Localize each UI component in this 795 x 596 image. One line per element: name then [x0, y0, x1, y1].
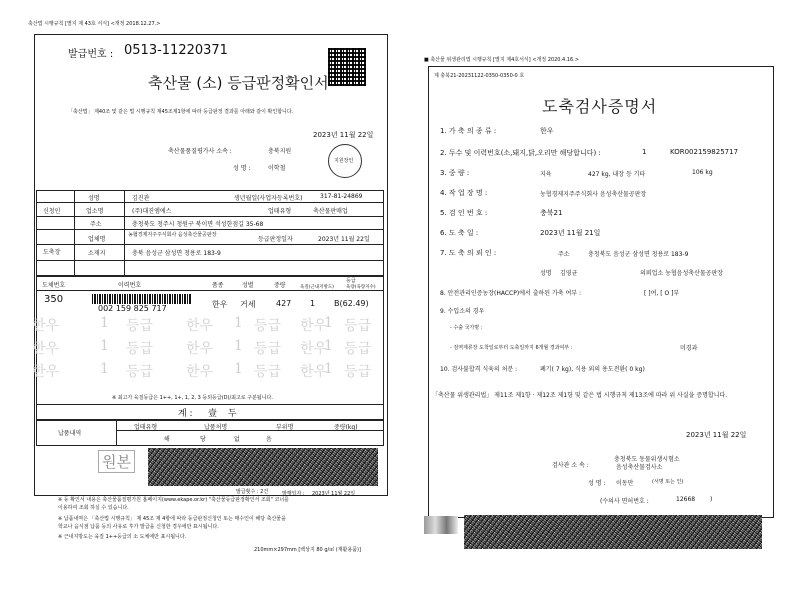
total-label: 계 : — [178, 409, 193, 419]
col-divider — [116, 420, 117, 445]
ghost-text: 1 — [234, 315, 243, 331]
inspector-name-label: 성 명 : — [588, 480, 606, 487]
ghost-text: 1 — [324, 361, 333, 377]
footnote: ※ 등 확인서 내용은 축산물품질평가원 홈페이지(www.ekape.or.kr) "축산물등급판정확인서 조회" 코너를 — [58, 497, 290, 503]
total-value: 壹 두 — [208, 409, 241, 419]
breed-value: 한우 — [212, 300, 228, 309]
form-tag: ■ 축산물 위생관리법 시행규칙 [별지 제4호서식] <개정 2020.4.16.> — [424, 57, 579, 63]
item-3-label: 3. 중 량 : — [440, 169, 470, 177]
col-divider — [124, 190, 125, 275]
delivery-v2: 당 — [200, 436, 206, 443]
ghost-text: 등급 — [344, 364, 372, 380]
issued-date-label: 발행일자 : — [282, 491, 305, 497]
requester-org: 의뢰업소 농협음성축산물공판장 — [640, 270, 724, 277]
slaughter-addr-label: 소재지 — [88, 250, 106, 257]
delivery-h1: 업태유형 — [134, 424, 158, 431]
item-5-value: 충북21 — [540, 209, 563, 217]
fail-value: 폐기( 7 kg), 식용 외의 용도전환( 0 kg) — [540, 366, 645, 373]
applicant-name-label: 성명 — [88, 195, 100, 202]
ghost-text: 1 — [100, 315, 109, 331]
import-country: - 수출 국가명 : — [450, 325, 483, 331]
item-2-value: 1 — [642, 148, 647, 156]
head-no: 도체번호 — [42, 282, 66, 289]
ghost-text: 등급 — [254, 341, 282, 357]
ghost-text: 1 — [324, 315, 333, 331]
applicant-section: 신청인 — [43, 208, 61, 215]
item-7-extra: 충청북도 음성군 삼성면 청용로 183-9 — [588, 251, 689, 258]
yield-value: B(62.49) — [334, 299, 369, 308]
hologram — [424, 516, 458, 534]
security-pattern — [148, 448, 378, 486]
ghost-text: 등급 — [254, 364, 282, 380]
slaughter-date: 2023년 11월 22일 — [318, 236, 370, 243]
ghost-row — [28, 338, 388, 356]
item-3-extra: 427 kg, 내장 등 기타 — [588, 171, 646, 178]
ghost-row — [28, 315, 388, 333]
sex-value: 거세 — [240, 300, 256, 309]
item-2-extra: KOR002159825717 — [670, 148, 739, 156]
row-divider — [36, 260, 384, 261]
applicant-name: 김진관 — [132, 195, 150, 202]
intro-text: 「축산법」 제40조 및 같은 법 시행규칙 제45조제1항에 따라 등급판정 결과를 아래와 같이 확인합니다. — [68, 109, 294, 115]
delivery-v4: 음 — [266, 436, 272, 443]
row-divider — [36, 244, 384, 245]
vet-license-number: 12668 — [676, 496, 696, 503]
item-1-label: 1. 가 축 의 종 류 : — [440, 127, 497, 135]
item-7-label: 7. 도 축 의 뢰 인 : — [440, 249, 497, 257]
item-6-value: 2023년 11월 21일 — [540, 229, 601, 237]
item-3-extra2: 106 kg — [692, 169, 713, 176]
footnote: ※ 근내지방도는 육질 1++등급의 소 도체에만 표시됩니다. — [58, 534, 187, 540]
ghost-text: 한우 — [32, 318, 60, 334]
ghost-text: 등급 — [254, 318, 282, 334]
ghost-text: 한우 — [32, 341, 60, 357]
inspector-org-2: 음성축산물검사소 — [616, 464, 663, 471]
requester-name: 김영균 — [560, 270, 578, 277]
document-title: 도축검사증명서 — [542, 97, 658, 116]
right-document — [420, 50, 780, 560]
ghost-text: 한우 — [186, 318, 214, 334]
ghost-text: 1 — [234, 361, 243, 377]
delivery-section: 납품내역 — [58, 430, 82, 437]
org-label: 축산물품질평가사 소속 : — [168, 148, 232, 155]
inspector-org-label: 검사관 소 속 : — [552, 462, 589, 469]
issued-date: 2023년 11월 22일 — [312, 491, 356, 497]
left-document — [28, 20, 390, 580]
ghost-text: 한우 — [186, 364, 214, 380]
official-seal — [328, 144, 362, 178]
fail-label: 10. 검사불합격 식육의 처분 : — [440, 366, 518, 373]
biz-label: 업소명 — [86, 208, 104, 215]
ghost-text: 등급 — [126, 364, 154, 380]
ghost-text: 한우 — [300, 341, 328, 357]
import-label: 9. 수입소의 경우 — [440, 308, 485, 315]
trace-number: 002 159 825 717 — [98, 304, 167, 313]
ghost-text: 등급 — [344, 318, 372, 334]
head-yield: 육량(육량지수) — [346, 285, 376, 290]
head-trace: 이력번호 — [118, 282, 142, 289]
delivery-v1: 해 — [164, 436, 170, 443]
weight-value: 427 — [276, 299, 292, 308]
ghost-text: 등급 — [344, 341, 372, 357]
head-grade: 등급 — [346, 278, 356, 284]
issue-count: 발급횟수 : 2건 — [236, 489, 269, 495]
barcode — [92, 294, 192, 304]
item-7-value: 주소 — [558, 251, 570, 258]
import-value: 미경과 — [680, 345, 698, 352]
item-6-label: 6. 도 축 일 : — [440, 229, 479, 237]
statement: 「축산물 위생관리법」 제11조 제1항 · 제12조 제1항 및 같은 법 시행규칙 제13조에 따라 위 사실을 증명합니다. — [432, 392, 728, 399]
type-value: 축산물판매업 — [313, 208, 348, 215]
issue-number: 0513-11220371 — [124, 43, 228, 58]
vet-license-label: (수의사 면허번호 : — [600, 498, 649, 505]
signature-seal: (서명 또는 인) — [652, 479, 684, 485]
ghost-row — [28, 361, 388, 379]
slaughter-date-label: 등급판정일자 — [258, 236, 293, 243]
org-value: 충북지원 — [268, 148, 292, 155]
ghost-text: 등급 — [126, 318, 154, 334]
original-stamp: 원본 — [98, 450, 135, 473]
document-number: 제 충북21-20231122-0350-0350-0 호 — [434, 73, 525, 79]
grade-note: ※ 최고가 육질등급은 1++, 1+, 1, 2, 3 등외등급(D)/최고로 구분됩니다. — [112, 395, 273, 401]
addr-label: 주소 — [90, 221, 102, 228]
ghost-text: 1 — [100, 338, 109, 354]
slaughter-biz-label: 업체명 — [88, 236, 106, 243]
requester-name-label: 성명 — [540, 270, 552, 277]
footnote: ※ 납품내역은 「축산법 시행규칙」 제 45조 제 4항에 따라 등급판정신청인 또는 매수인이 해당 축산물을 — [58, 516, 286, 522]
footnote: 학교나 음식점 납품 등의 사유로 후가 발급을 신청한 경우에만 표시됩니다. — [58, 524, 219, 530]
item-2-label: 2. 두수 및 이력번호(소,돼지,닭,오리만 해당합니다) : — [440, 149, 601, 157]
vet-license-close: ) — [710, 496, 713, 503]
form-tag: 축산법 시행규칙 [별지 제 43호 서식] <개정 2018.12.27.> — [28, 21, 161, 27]
item-4-value: 농협경제지주주식회사 음성축산물공판장 — [540, 191, 647, 198]
ghost-text: 등급 — [126, 341, 154, 357]
inspector-org: 충청북도 동물위생시험소 — [614, 456, 680, 463]
item-4-label: 4. 작 업 장 명 : — [440, 189, 488, 197]
row-divider — [36, 216, 384, 217]
item-3-value: 지육 — [540, 171, 552, 178]
issue-number-label: 발급번호 : — [68, 49, 114, 60]
row-divider — [36, 404, 384, 405]
addr-value: 충청북도 청주시 청원구 북이면 석성한점길 35-68 — [132, 221, 264, 228]
grader-name: 이학철 — [268, 165, 286, 172]
ghost-text: 1 — [234, 338, 243, 354]
row-divider — [36, 290, 384, 291]
birth-value: 317-81-24869 — [320, 193, 363, 200]
delivery-h3: 부위명 — [276, 424, 294, 431]
head-breed: 품종 — [212, 282, 224, 289]
delivery-h2: 납품처명 — [204, 424, 228, 431]
ghost-text: 1 — [100, 361, 109, 377]
slaughter-addr: 충북 음성군 삼성면 청용로 183-9 — [132, 250, 221, 257]
item-1-value: 한우 — [540, 127, 554, 135]
document-title: 축산물 (소) 등급판정확인서 — [148, 74, 329, 92]
ghost-text: 한우 — [300, 364, 328, 380]
security-pattern — [464, 515, 762, 549]
delivery-h4: 중량(kg) — [334, 424, 358, 431]
col-divider — [74, 190, 75, 275]
biz-value: (주)대진엠에스 — [132, 208, 172, 215]
carcass-number: 350 — [44, 294, 64, 305]
head-sex: 성별 — [242, 282, 254, 289]
paper-size: 210mm×297mm [백상지 80 g/㎡ (재활용품)] — [254, 547, 361, 553]
head-quality: 육질(근내지방도) — [300, 285, 334, 290]
item-5-label: 5. 검 인 번 호 : — [440, 209, 488, 217]
qr-code — [328, 48, 366, 86]
row-divider — [36, 229, 384, 230]
quality-value: 1 — [310, 299, 316, 308]
ghost-text: 한우 — [32, 364, 60, 380]
inspector-name: 이동만 — [616, 480, 634, 487]
haccp-mark: [ ]여, [ O ]부 — [644, 290, 680, 297]
ghost-text: 1 — [324, 338, 333, 354]
haccp-label: 8. 안전관리인증농장(HACCP)에서 출하된 가축 여부 : — [440, 290, 582, 297]
grader-name-label: 성 명 : — [233, 165, 251, 172]
seal-text: 지원장인 — [334, 158, 354, 164]
type-label: 업태유형 — [268, 208, 292, 215]
delivery-v3: 없 — [234, 436, 240, 443]
slaughter-biz: 농협경제지주주식회사 음성축산물공판장 — [128, 232, 217, 238]
slaughter-section: 도축장 — [43, 249, 61, 256]
row-divider — [36, 202, 384, 203]
footnote: 이용하여 조회 하실 수 있습니다. — [58, 505, 129, 511]
ghost-text: 한우 — [300, 318, 328, 334]
certificate-date: 2023년 11월 22일 — [686, 431, 747, 439]
head-weight: 중량 — [274, 282, 286, 289]
import-months: - 검역계류장 도착일로부터 도축일까지 6개월 경과여부 : — [450, 345, 573, 351]
issue-date: 2023년 11월 22일 — [313, 131, 374, 139]
birth-label: 생년월일(사업자등록번호) — [234, 195, 303, 202]
ghost-text: 한우 — [186, 341, 214, 357]
